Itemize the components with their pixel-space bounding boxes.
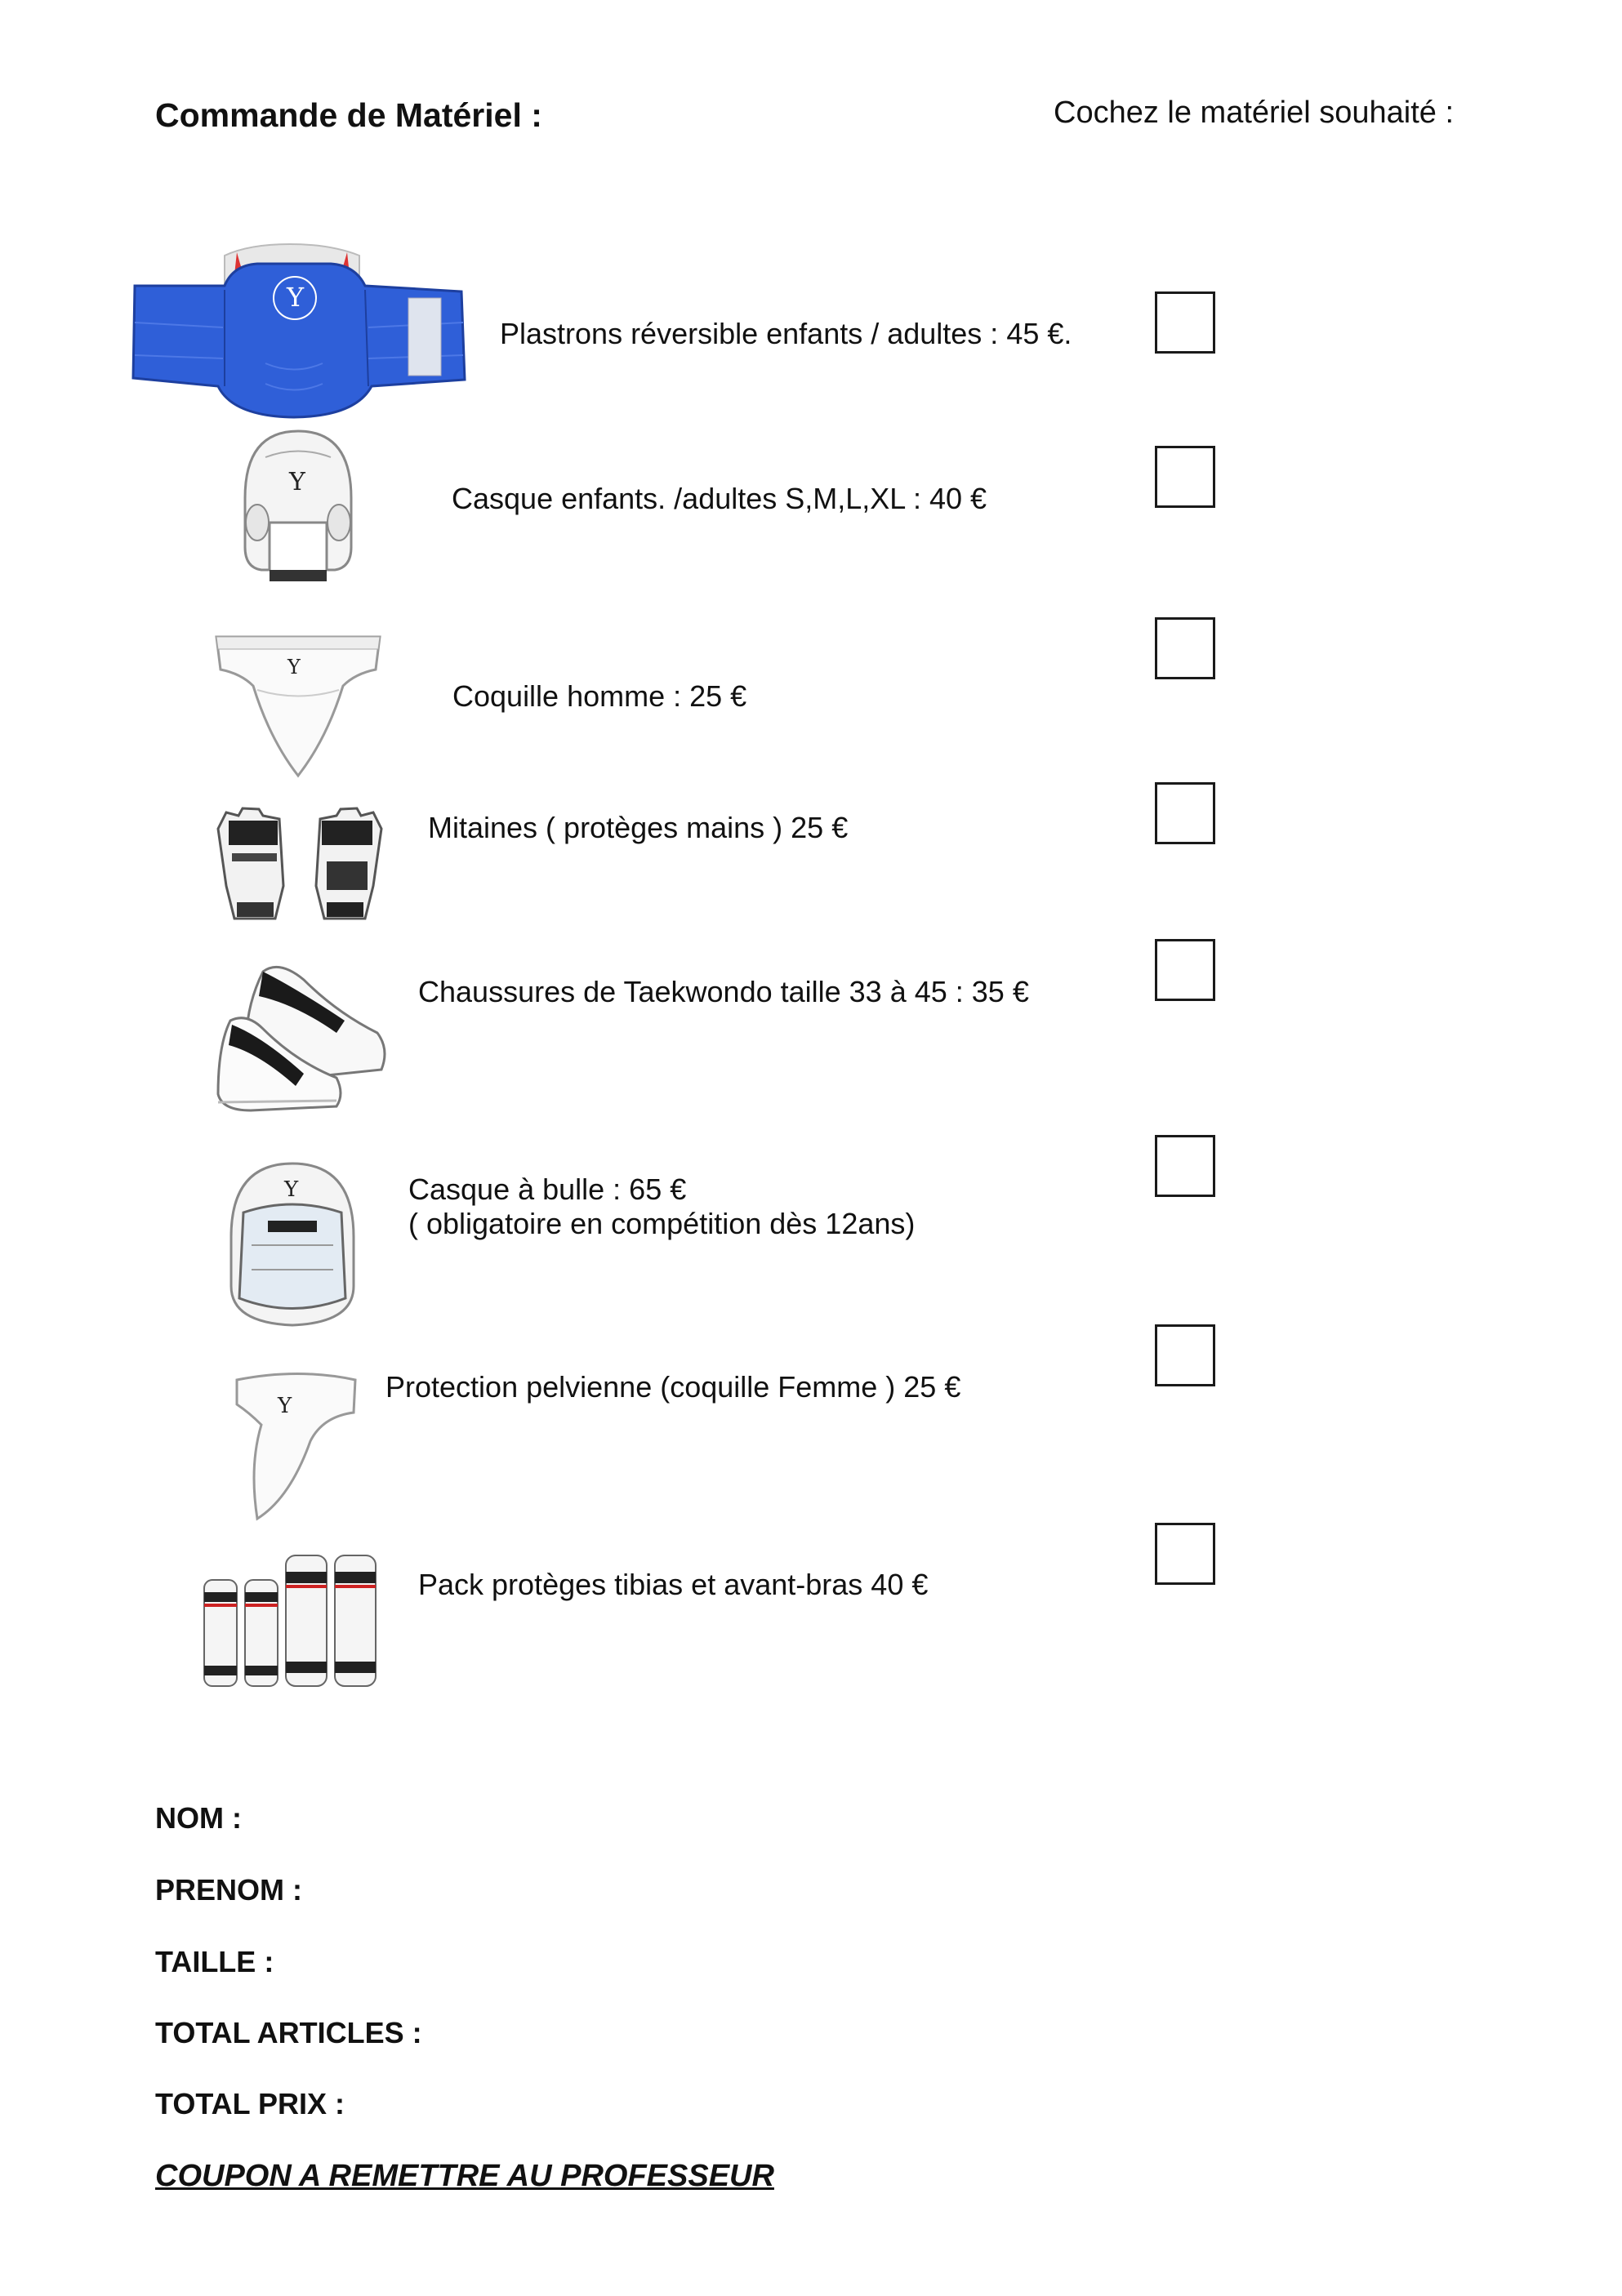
checkbox-plastron[interactable] (1155, 291, 1215, 354)
checkbox-mitaines[interactable] (1155, 782, 1215, 844)
checkbox-pack-tibias[interactable] (1155, 1523, 1215, 1585)
field-prenom: PRENOM : (155, 1873, 302, 1907)
item-label-mitaines: Mitaines ( protèges mains ) 25 € (428, 811, 849, 844)
item-label-coquille-homme: Coquille homme : 25 € (452, 679, 747, 713)
field-nom: NOM : (155, 1801, 242, 1835)
face-shield-helmet-icon (211, 1155, 374, 1331)
svg-text:Y: Y (287, 282, 305, 313)
instruction-text: Cochez le matériel souhaité : (1054, 96, 1455, 130)
checkbox-coquille-homme[interactable] (1155, 617, 1215, 679)
field-taille: TAILLE : (155, 1945, 274, 1978)
field-total-prix: TOTAL PRIX : (155, 2087, 345, 2120)
item-label-pack-tibias: Pack protèges tibias et avant-bras 40 € (418, 1568, 929, 1601)
svg-text:Y: Y (289, 468, 305, 496)
svg-text:Y: Y (284, 1177, 299, 1202)
coupon-note: COUPON A REMETTRE AU PROFESSEUR (155, 2159, 774, 2193)
svg-text:Y: Y (287, 656, 301, 679)
item-label-casque-bulle: Casque à bulle : 65 € (408, 1172, 687, 1206)
headgear-icon (229, 425, 368, 596)
shin-forearm-guards-icon (200, 1551, 380, 1690)
item-label-casque: Casque enfants. /adultes S,M,L,XL : 40 € (452, 482, 987, 515)
chest-protector-icon (127, 241, 470, 420)
svg-text:Y: Y (278, 1394, 292, 1418)
item-label-plastron: Plastrons réversible enfants / adultes : 45 €. (500, 317, 1072, 350)
item-label-casque-bulle-note: ( obligatoire en compétition dès 12ans) (408, 1207, 916, 1240)
field-total-articles: TOTAL ARTICLES : (155, 2016, 422, 2049)
page-title: Commande de Matériel : (155, 96, 542, 134)
gloves-icon (214, 804, 385, 927)
item-label-protection-pelvienne: Protection pelvienne (coquille Femme ) 25 € (385, 1370, 961, 1404)
checkbox-protection-pelvienne[interactable] (1155, 1324, 1215, 1386)
shoes-icon (214, 955, 390, 1115)
checkbox-casque-bulle[interactable] (1155, 1135, 1215, 1197)
checkbox-casque[interactable] (1155, 446, 1215, 508)
checkbox-chaussures[interactable] (1155, 939, 1215, 1001)
pelvic-guard-icon (233, 1368, 363, 1527)
item-label-chaussures: Chaussures de Taekwondo taille 33 à 45 : 35 € (418, 975, 1029, 1008)
groin-guard-icon (212, 625, 384, 784)
